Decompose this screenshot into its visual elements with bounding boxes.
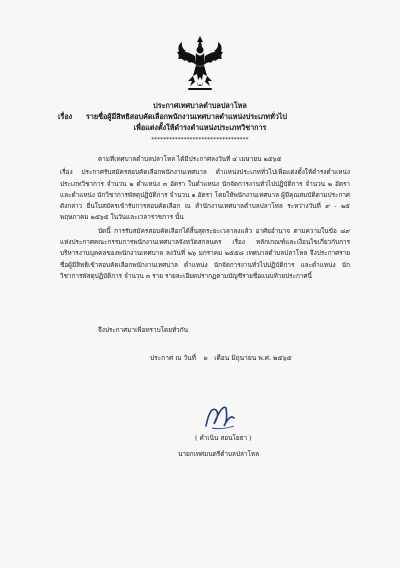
announcement-header bbox=[40, 100, 360, 133]
paragraph-2: บัดนี้ การรับสมัครสอบคัดเลือกได้สิ้นสุดระยะเวลาลงแล้ว อาศัยอำนาจ ตามความในข้อ ๘๙ แห่งประกาศคณะกรรมการพนักงานเทศบาลจังหวัดสกลนคร เรื่อง หลักเกณฑ์และเงื่อนไขเกี่ยวกับการบริหารงานบุคคลของพนักงานเทศบาล ลงวันที่ ๒๖ มกราคม ๒๕๕๘ เทศบาลตำบลปลาโหล จึงประกาศรายชื่อผู้มีสิทธิเข้าสอบคัดเลือกพนักงานเทศบาล ตำแหน่ง นักจัดการงานทั่วไปปฏิบัติการ และตำแหน่ง นักวิชาการพัสดุปฏิบัติการ จำนวน ๓ ราย รายละเอียดปรากฏตามบัญชีรายชื่อแนบท้ายประกาศนี้ bbox=[60, 226, 350, 280]
date-prefix: ประกาศ ณ วันที่ bbox=[150, 354, 197, 362]
separator-stars: ********************************* bbox=[151, 137, 249, 143]
paragraph-1: เรื่อง ประกาศรับสมัครสอบคัดเลือกพนักงานเทศบาล ตำแหน่งประเภททั่วไปเพื่อแต่งตั้งให้ดำรงตำแหน่ง ประเภทวิชาการ จำนวน ๒ ตำแหน่ง ๓ อัตรา ในตำแหน่ง นักจัดการงานทั่วไปปฏิบัติการ จำนวน ๒ อัตรา และตำแหน่ง นักวิชาการพัสดุปฏิบัติการ จำนวน ๑ อัตรา โดยให้พนักงานเทศบาล ผู้มีคุณสมบัติตามประกาศดังกล่าว ยื่นใบสมัครเข้ารับการสอบคัดเลือก ณ สำนักงานเทศบาลตำบลปลาโหล ระหว่างวันที่ ๙ - ๒๕ พฤษภาคม ๒๕๖๕ ในวันและเวลาราชการ นั้น bbox=[60, 168, 350, 222]
garuda-emblem-icon bbox=[174, 34, 226, 94]
signature-icon bbox=[200, 400, 240, 434]
subject-line-2: เพื่อแต่งตั้งให้ดำรงตำแหน่งประเภทวิชาการ bbox=[133, 123, 267, 132]
signer-title: นายกเทศมนตรีตำบลปลาโหล bbox=[178, 450, 260, 458]
subject-label: เรื่อง bbox=[58, 112, 73, 121]
closing-notice: จึงประกาศมาเพื่อทราบโดยทั่วกัน bbox=[98, 326, 188, 334]
signer-name: ( คำเนิน สอนโยธา ) bbox=[195, 434, 252, 442]
announcement-title: ประกาศเทศบาลตำบลปลาโหล bbox=[153, 101, 247, 110]
issue-date bbox=[150, 352, 292, 363]
announcement-subject bbox=[40, 111, 360, 122]
date-month-year: เดือน มิถุนายน พ.ศ. ๒๕๖๕ bbox=[214, 354, 292, 362]
announcement-body bbox=[60, 154, 350, 284]
subject-line-1: รายชื่อผู้มีสิทธิสอบคัดเลือกพนักงานเทศบาลตำแหน่งประเภททั่วไป bbox=[86, 112, 287, 121]
paragraph-1-intro: ตามที่เทศบาลตำบลปลาโหล ได้มีประกาศลงวันที่ ๔ เมษายน ๒๕๖๕ bbox=[98, 155, 282, 163]
date-day: ๒ bbox=[202, 354, 208, 362]
